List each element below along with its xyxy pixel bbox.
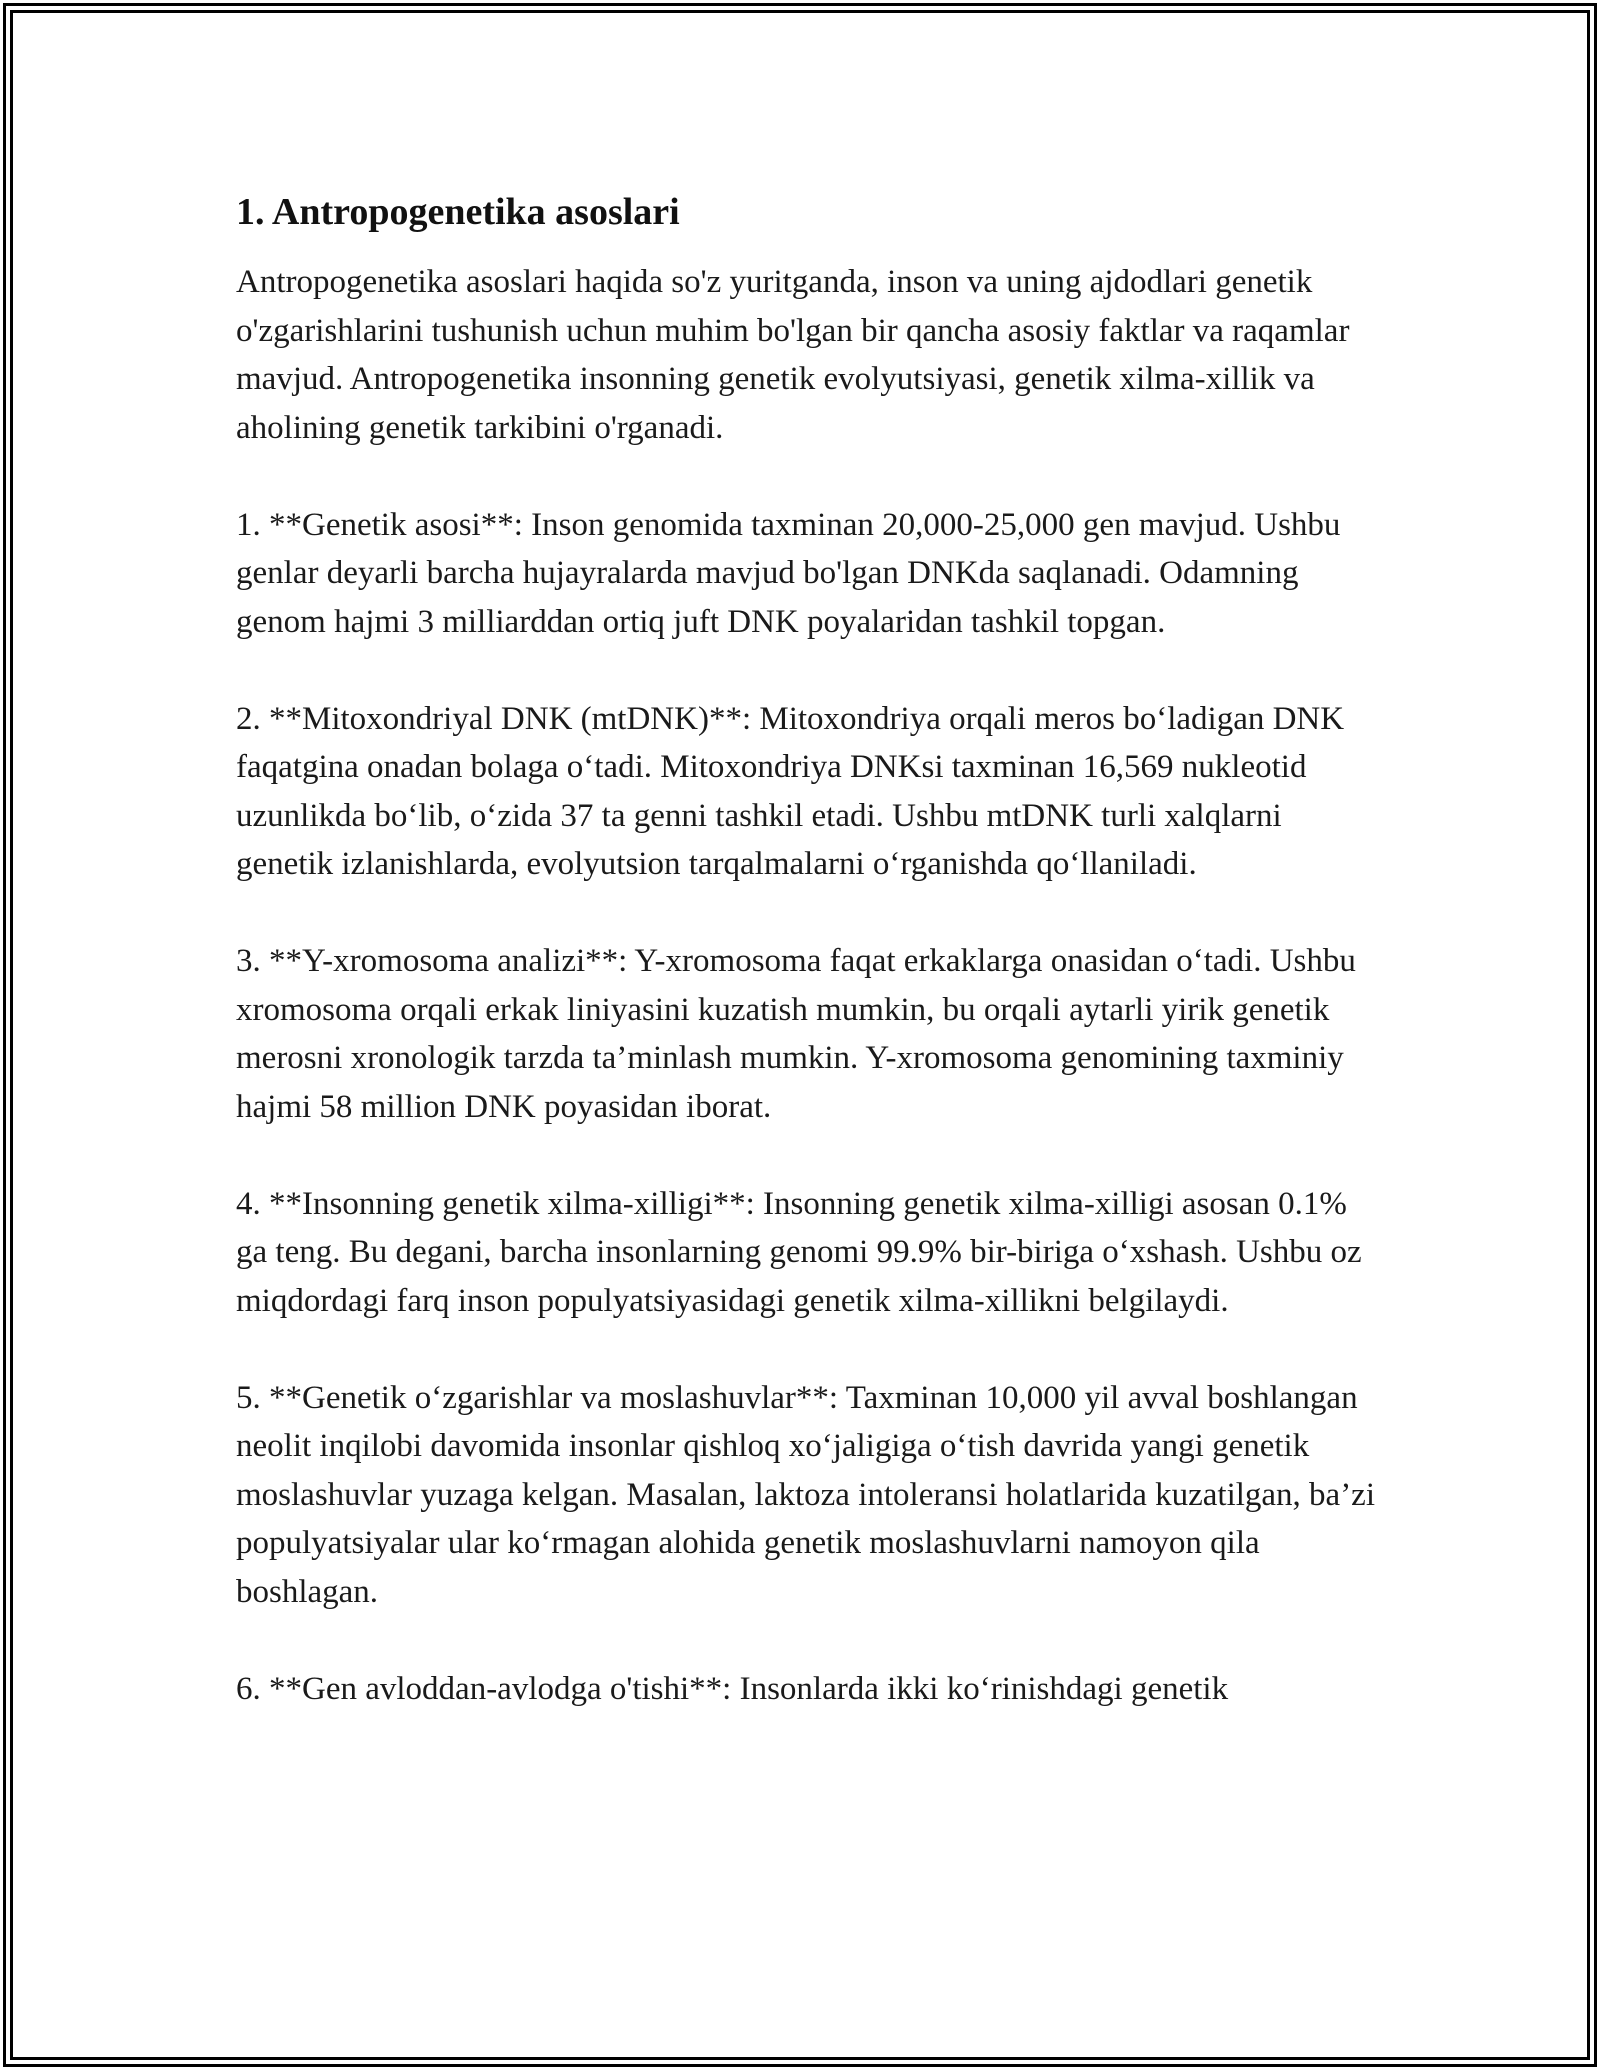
list-item-y-chromosome: 3. **Y-xromosoma analizi**: Y-xromosoma faqat erkaklarga onasidan o‘tadi. Ushbu xromosoma orqali erkak liniyasini kuzatish mumkin, bu orqali aytarli yirik genetik merosni xronologik tarzda ta’minlash mumkin. Y-xromosoma genomining taxminiy hajmi 58 million DNK poyasidan iborat. [236,943,1356,1125]
list-item-mitochondrial-dna: 2. **Mitoxondriyal DNK (mtDNK)**: Mitoxondriya orqali meros bo‘ladigan DNK faqatgina onadan bolaga o‘tadi. Mitoxondriya DNKsi taxminan 16,569 nukleotid uzunlikda bo‘lib, o‘zida 37 ta genni tashkil etadi. Ushbu mtDNK turli xalqlarni genetik izlanishlarda, evolyutsion tarqalmalarni o‘rganishda qo‘llaniladi. [236,700,1345,882]
intro-paragraph: Antropogenetika asoslari haqida so'z yuritganda, inson va uning ajdodlari genetik o'zgarishlarini tushunish uchun muhim bo'lgan bir qancha asosiy faktlar va raqamlar mavjud. Antropogenetika insonning genetik evolyutsiyasi, genetik xilma-xillik va aholining genetik tarkibini o'rganadi. [236,264,1350,446]
list-item-gene-inheritance: 6. **Gen avloddan-avlodga o'tishi**: Insonlarda ikki ko‘rinishdagi genetik [236,1670,1229,1707]
list-item-genetic-basis: 1. **Genetik asosi**: Inson genomida taxminan 20,000-25,000 gen mavjud. Ushbu genlar deyarli barcha hujayralarda mavjud bo'lgan DNKda saqlanadi. Odamning genom hajmi 3 milliarddan ortiq juft DNK poyalaridan tashkil topgan. [236,506,1341,640]
section-heading: 1. Antropogenetika asoslari [236,191,680,233]
list-item-genetic-adaptations: 5. **Genetik o‘zgarishlar va moslashuvlar**: Taxminan 10,000 yil avval boshlangan neolit inqilobi davomida insonlar qishloq xo‘jaligiga o‘tish davrida yangi genetik moslashuvlar yuzaga kelgan. Masalan, laktoza intoleransi holatlarida kuzatilgan, ba’zi populyatsiyalar ular ko‘rmagan alohida genetik moslashuvlarni namoyon qila boshlagan. [236,1379,1375,1610]
list-item-genetic-diversity: 4. **Insonning genetik xilma-xilligi**: Insonning genetik xilma-xilligi asosan 0.1% ga teng. Bu degani, barcha insonlarning genomi 99.9% bir-biriga o‘xshash. Ushbu oz miqdordagi farq inson populyatsiyasidagi genetik xilma-xillikni belgilaydi. [236,1185,1362,1319]
document-body [236,186,1386,1762]
